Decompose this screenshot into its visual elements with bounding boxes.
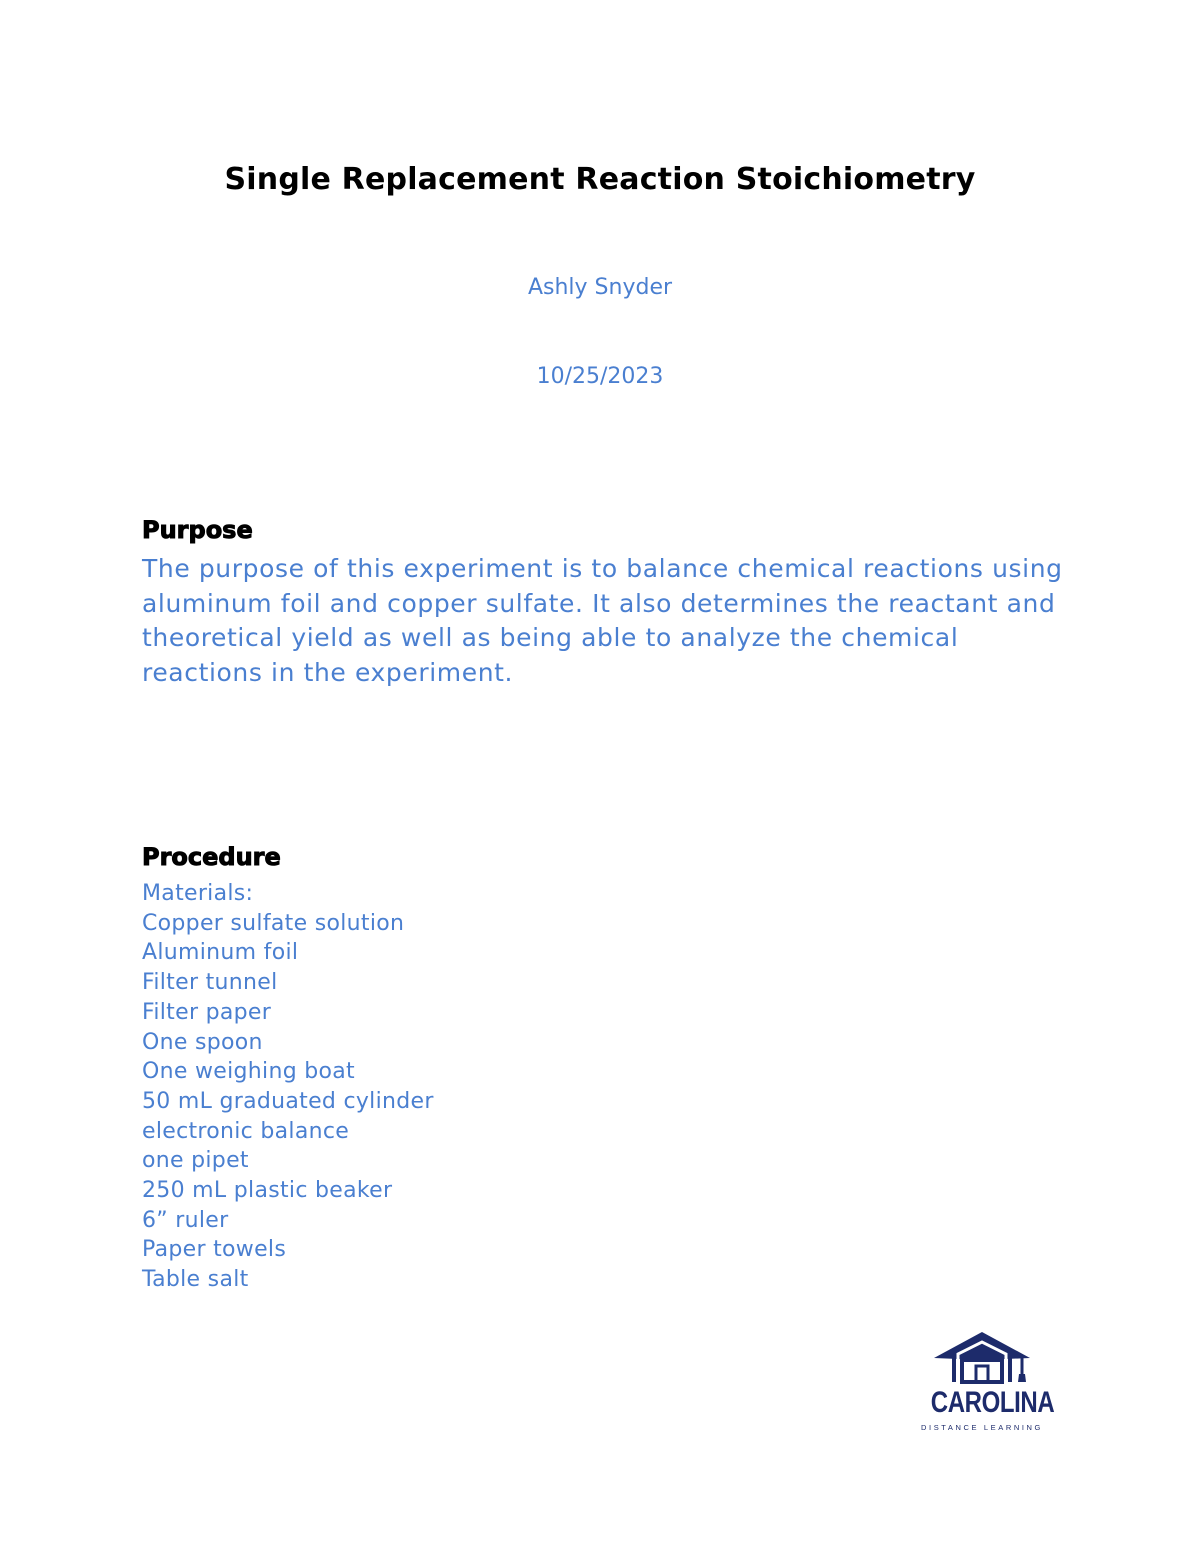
material-item: Paper towels — [142, 1237, 287, 1263]
material-item: Filter paper — [142, 999, 272, 1025]
procedure-heading: Procedure — [142, 843, 281, 871]
materials-list — [142, 879, 434, 1295]
materials-label: Materials: — [142, 881, 254, 906]
logo-subtitle: DISTANCE LEARNING — [921, 1423, 1043, 1432]
material-item: Table salt — [142, 1267, 249, 1293]
material-item: 50 mL graduated cylinder — [142, 1088, 434, 1114]
logo-wordmark: CAROLINA — [930, 1386, 1055, 1419]
material-item: 6” ruler — [142, 1207, 229, 1233]
document-date: 10/25/2023 — [536, 364, 664, 389]
material-item: One spoon — [142, 1029, 263, 1055]
document-title: Single Replacement Reaction Stoichiometry — [224, 162, 976, 197]
material-item: Filter tunnel — [142, 970, 278, 996]
material-item: one pipet — [142, 1148, 249, 1174]
purpose-heading: Purpose — [142, 516, 253, 544]
material-item: Copper sulfate solution — [142, 910, 405, 936]
author-name: Ashly Snyder — [527, 275, 673, 300]
material-item: 250 mL plastic beaker — [142, 1178, 393, 1204]
material-item: Aluminum foil — [142, 940, 299, 966]
graduation-cap-house-icon — [918, 1330, 1046, 1390]
purpose-paragraph: The purpose of this experiment is to balance chemical reactions using aluminum foil and copper sulfate. It also determines the reactant and theoretical yield as well as being able to analyze the chemical reactions in the experiment. — [142, 554, 1063, 687]
material-item: One weighing boat — [142, 1059, 355, 1085]
material-item: electronic balance — [142, 1118, 350, 1144]
carolina-logo — [918, 1330, 1055, 1440]
